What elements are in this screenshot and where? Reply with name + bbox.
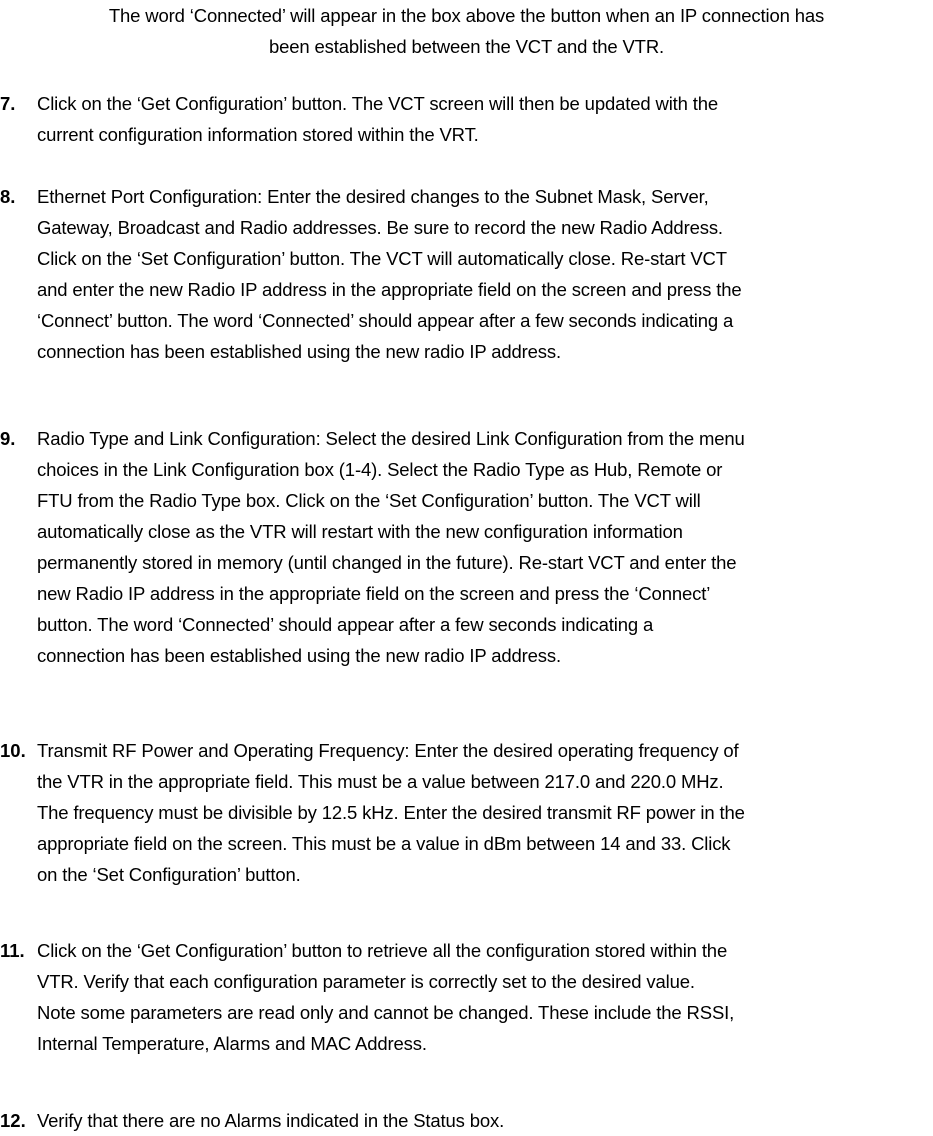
step-line: connection has been established using the new radio IP address. (37, 341, 561, 362)
step-line: button. The word ‘Connected’ should appear after a few seconds indicating a (37, 614, 654, 635)
step-number: 9. (0, 428, 16, 449)
step-line: ‘Connect’ button. The word ‘Connected’ should appear after a few seconds indicating a (37, 310, 734, 331)
step-line: automatically close as the VTR will restart with the new configuration information (37, 521, 683, 542)
step-line: choices in the Link Configuration box (1-4). Select the Radio Type as Hub, Remote or (37, 459, 723, 480)
step-line: Note some parameters are read only and cannot be changed. These include the RSSI, (37, 1002, 735, 1023)
step-number: 11. (0, 940, 25, 961)
step-line: FTU from the Radio Type box. Click on the ‘Set Configuration’ button. The VCT will (37, 490, 701, 511)
step-line: Click on the ‘Set Configuration’ button. The VCT will automatically close. Re-start VCT (37, 248, 727, 269)
step-text (37, 423, 933, 671)
step-text (37, 181, 933, 367)
step-line: on the ‘Set Configuration’ button. (37, 864, 301, 885)
step-line: Ethernet Port Configuration: Enter the desired changes to the Subnet Mask, Server, (37, 186, 709, 207)
step-text (37, 88, 933, 150)
step-line: Click on the ‘Get Configuration’ button. The VCT screen will then be updated with the (37, 93, 719, 114)
step-line: Gateway, Broadcast and Radio addresses. Be sure to record the new Radio Address. (37, 217, 723, 238)
step-line: Internal Temperature, Alarms and MAC Address. (37, 1033, 427, 1054)
step-line: Verify that there are no Alarms indicated in the Status box. (37, 1110, 505, 1131)
step-line: permanently stored in memory (until changed in the future). Re-start VCT and enter the (37, 552, 737, 573)
step-line: current configuration information stored within the VRT. (37, 124, 479, 145)
step-line: Transmit RF Power and Operating Frequency: Enter the desired operating frequency of (37, 740, 739, 761)
step-line: new Radio IP address in the appropriate field on the screen and press the ‘Connect’ (37, 583, 711, 604)
intro-paragraph (0, 0, 933, 62)
step-line: Radio Type and Link Configuration: Select the desired Link Configuration from the menu (37, 428, 745, 449)
step-line: connection has been established using the new radio IP address. (37, 645, 561, 666)
step-number: 10. (0, 740, 26, 761)
step-line: and enter the new Radio IP address in the appropriate field on the screen and press the (37, 279, 742, 300)
step-number: 8. (0, 186, 16, 207)
step-number: 12. (0, 1110, 26, 1131)
intro-line: been established between the VCT and the VTR. (268, 36, 665, 57)
step-text (37, 935, 933, 1059)
step-text (37, 735, 933, 890)
step-text (37, 1105, 933, 1136)
step-line: appropriate field on the screen. This must be a value in dBm between 14 and 33. Click (37, 833, 731, 854)
step-line: Click on the ‘Get Configuration’ button to retrieve all the configuration stored within the (37, 940, 728, 961)
step-line: VTR. Verify that each configuration parameter is correctly set to the desired value. (37, 971, 695, 992)
step-number: 7. (0, 93, 16, 114)
step-line: The frequency must be divisible by 12.5 kHz. Enter the desired transmit RF power in the (37, 802, 745, 823)
step-line: the VTR in the appropriate field. This must be a value between 217.0 and 220.0 MHz. (37, 771, 724, 792)
intro-line: The word ‘Connected’ will appear in the box above the button when an IP connection has (108, 5, 825, 26)
